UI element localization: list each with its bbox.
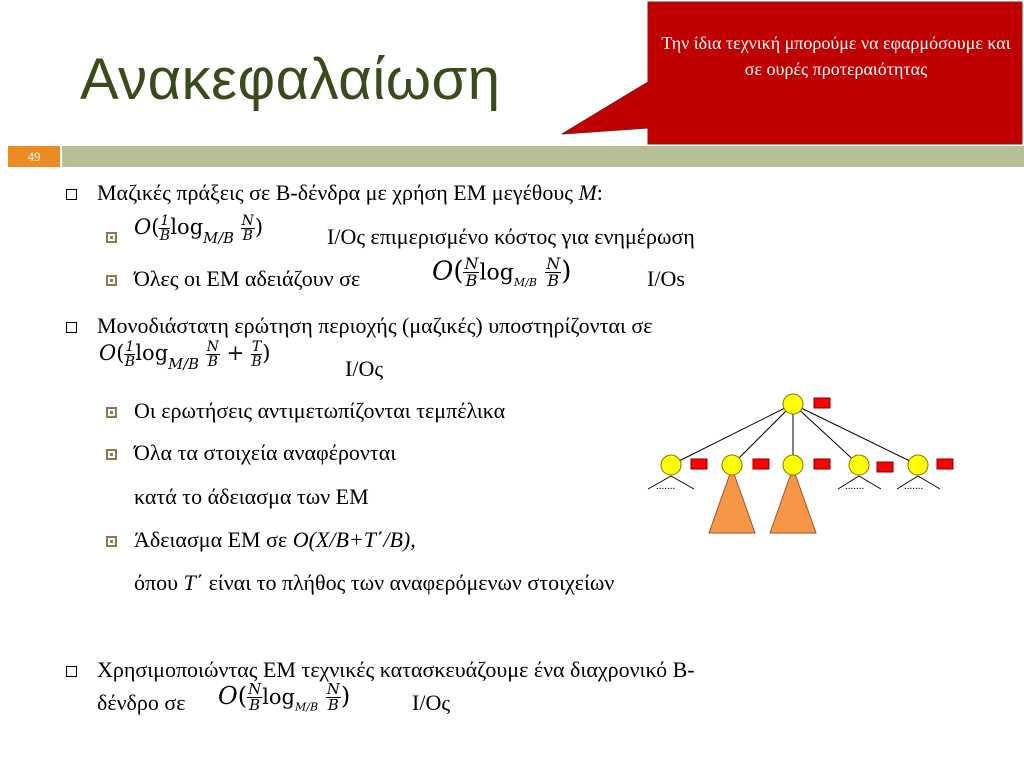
buffer-block xyxy=(814,459,830,469)
bullet-2-2: Όλα τα στοιχεία αναφέρονται xyxy=(134,440,397,465)
ellipsis: ....... xyxy=(904,480,924,492)
tree-node xyxy=(908,455,928,475)
bullet-2-suffix: I/Ος xyxy=(345,356,384,381)
slide-title: Ανακεφαλαίωση xyxy=(80,47,501,112)
bullet-3-suffix: I/Ος xyxy=(412,690,451,715)
bullet-1-var: M xyxy=(578,180,597,205)
tree-edge xyxy=(732,404,793,465)
bullet-2-2-cont: κατά το άδειασμα των EM xyxy=(134,484,369,509)
tree-node xyxy=(661,455,681,475)
callout-text: Την ίδια τεχνική μπορούμε να εφαρμόσουμε και σε ουρές προτεραιότητας xyxy=(661,33,1011,79)
tree-node xyxy=(783,455,803,475)
subtree-triangle xyxy=(709,468,755,533)
bullet-3: Χρησιμοποιώντας EM τεχνικές κατασκευάζουμε ένα διαχρονικό B- xyxy=(97,657,695,682)
bullet-1-1: I/Ος επιμερισμένο κόστος για ενημέρωση xyxy=(327,224,695,249)
formula-2: O( $\frac{N}{B}$ $\log_{M/B}$ $\frac{N}{B}$ ) xyxy=(432,254,572,290)
root-node xyxy=(783,394,803,414)
tree-edge xyxy=(793,404,859,465)
page-number: 49 xyxy=(8,146,60,167)
frac-N-B: $\frac{N}{B}$ xyxy=(241,213,254,244)
formula-4: O( $\frac{N}{B}$ $\log_{M/B}$ $\frac{N}{B}$ ) xyxy=(218,680,351,714)
buffer-block xyxy=(753,459,769,469)
subtree-triangle xyxy=(770,468,816,533)
bullet-1-end: : xyxy=(596,180,603,205)
buffer-block xyxy=(937,459,953,469)
formula-1: O( $\frac{1}{B}$ $\log_{M/B}$ $\frac{N}{B}$ ) xyxy=(134,213,264,247)
bullet-2: Μονοδιάστατη ερώτηση περιοχής (μαζικές) υποστηρίζονται σε xyxy=(97,313,653,338)
ellipsis: ....... xyxy=(845,480,865,492)
frac-1-B: $\frac{1}{B}$ xyxy=(159,213,171,244)
bullet-2-1: Οι ερωτήσεις αντιμετωπίζονται τεμπέλικα xyxy=(134,398,506,423)
bullet-1-2-suffix: I/Os xyxy=(647,266,685,291)
bullet-2-3: Άδειασμα EM σε O(X/B+T΄/B), xyxy=(134,527,416,552)
bullet-1-text: Μαζικές πράξεις σε B-δένδρα με χρήση EM μεγέθους xyxy=(97,180,579,205)
buffer-block xyxy=(877,462,893,472)
formula-3: O( $\frac{1}{B}$ $\log_{M/B}$ $\frac{N}{B}$ + $\frac{T}{B}$ ) xyxy=(99,339,271,373)
tree-node xyxy=(849,455,869,475)
bullet-3-cont: δένδρο σε xyxy=(97,690,186,715)
ellipsis: ....... xyxy=(656,480,676,492)
buffer-block xyxy=(691,459,707,469)
bullet-1-2: Όλες οι EM αδειάζουν σε xyxy=(134,266,361,291)
tree-node xyxy=(722,455,742,475)
buffer-block xyxy=(814,398,830,408)
bullet-2-3-cont: όπου T΄ είναι το πλήθος των αναφερόμενων στοιχείων xyxy=(134,570,615,595)
